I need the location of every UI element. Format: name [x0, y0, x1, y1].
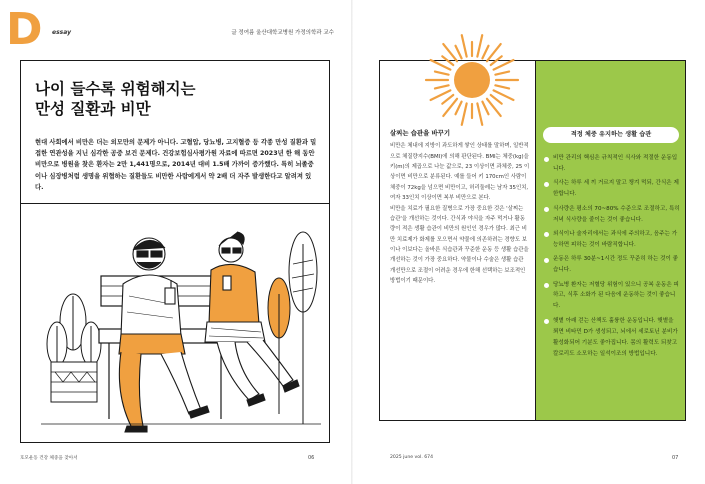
- tip-item: 당뇨병 환자는 저혈당 위험이 있으니 공복 운동은 피하고, 식후 소화가 된 다음에 운동하는 것이 좋습니다.: [544, 280, 680, 313]
- tip-item: 식사는 하루 세 끼 거르지 말고 챙겨 먹되, 간식은 제한합니다.: [544, 178, 680, 200]
- sun-ray: [482, 46, 488, 59]
- sun-ray: [456, 46, 462, 59]
- sun-ray: [491, 56, 502, 65]
- body-paragraph-1: 비만은 체내에 지방이 과도하게 쌓인 상태를 말하며, 일반적으로 체질량지수(BMI)에 의해 판단된다. BMI는 체중(kg)을 키(m)의 제곱으로 나눈 값으로, 23 이상이면 과체중, 25 이상이면 비만으로 분류된다. 예를 들어 키 170cm인 사람이 체중이 72kg을 넘으면 비만이고, 허리둘레는 남자 35인치, 여자 33인치 이상이면 복부 비만으로 본다.: [390, 143, 530, 202]
- tips-list: [544, 153, 680, 363]
- tip-item: 햇볕 아래 걷는 산책도 훌륭한 운동입니다. 햇볕을 쬐면 비타민 D가 생성되고, 뇌에서 세로토닌 분비가 활성화되어 기분도 좋아집니다. 몸의 활력도 되찾고 칼로리도 소모하는 일석이조의 방법입니다.: [544, 316, 680, 360]
- headline: [35, 79, 196, 119]
- sun-ray: [456, 102, 462, 115]
- page-number-right: 07: [672, 455, 679, 461]
- footer-right-text: 2025 june vol. 674: [390, 455, 434, 460]
- sun-ray: [462, 35, 467, 56]
- sun-ray: [477, 35, 482, 56]
- leafy-plant-icon: [47, 294, 101, 402]
- article-intro-box: [20, 60, 330, 443]
- sun-ray: [442, 56, 453, 65]
- sun-illustration: [420, 28, 524, 132]
- tip-item: 운동은 하루 30분~1시간 정도 꾸준히 하는 것이 좋습니다.: [544, 254, 680, 276]
- couple-on-bench-illustration: [21, 204, 328, 442]
- lead-paragraph: 현대 사회에서 비만은 더는 외모만의 문제가 아니다. 고혈압, 당뇨병, 고지혈증 등 각종 만성 질환과 밀접한 연관성을 지닌 심각한 공중 보건 문제다. 건강보험심사평가원 자료에 따르면 2023년 한 해 동안 비만으로 병원을 찾은 환자는 2만 1,441명으로, 2014년 대비 1.5배 가까이 증가했다. 특히 뇌졸중이나 심장병처럼 생명을 위협하는 질환들도 비만한 사람에게서 약 2배 더 자주 발생한다고 알려져 있다.: [35, 139, 317, 191]
- tip-item: 식사량은 평소의 70~80% 수준으로 조절하고, 특히 저녁 식사량을 줄이는 것이 좋습니다.: [544, 204, 680, 226]
- footer-left-text: 호모운동 건강 체중을 찾아서: [20, 456, 78, 461]
- tip-item: 비만 관리의 핵심은 규칙적인 식사와 적절한 운동입니다.: [544, 153, 680, 175]
- body-column: [390, 127, 530, 287]
- sun-ray: [482, 102, 488, 115]
- sun-ray: [462, 103, 467, 124]
- tip-item: 외식이나 술자리에서는 과식에 주의하고, 음주는 가능하면 피하는 것이 바람직합니다.: [544, 229, 680, 251]
- page-number-left: 06: [308, 455, 315, 461]
- sun-ray: [491, 95, 502, 104]
- headline-line-1: 나이 들수록 위험해지는: [35, 80, 196, 98]
- body-paragraph-2: 비만을 치료가 필요한 질병으로 가장 중요한 것은 '살찌는 습관'을 개선하는 것이다. 간식과 야식을 자주 먹거나 활동량이 적은 생활 습관이 비만의 원인인 경우가 많다. 최근 비만 치료제가 화제를 모으면서 약물에 의존하려는 경향도 보이나 이보다는 올바른 식습관과 꾸준한 운동 등 생활 습관을 개선하는 것이 가장 중요하다. 약물이나 수술은 생활 습관 개선만으로 조절이 어려운 경우에 한해 선택하는 보조적인 방법이기 때문이다.: [390, 205, 529, 285]
- sun-ray: [435, 85, 449, 88]
- sun-ray: [435, 72, 449, 75]
- sun-disc: [454, 62, 490, 98]
- body-subtitle: 살찌는 습관을 바꾸기: [390, 129, 451, 137]
- sun-ray: [495, 72, 509, 75]
- sun-ray: [477, 103, 482, 124]
- author-byline: 글 정여름 울산대학교병원 가정의학과 교수: [231, 30, 334, 36]
- tree-icon: [289, 232, 317, 424]
- tips-sidebar: [535, 61, 685, 420]
- headline-line-2: 만성 질환과 비만: [35, 100, 151, 119]
- essay-logo-letter: D: [6, 4, 41, 55]
- sun-ray: [495, 85, 509, 88]
- tips-title: 적정 체중 유지하는 생활 습관: [543, 127, 679, 143]
- essay-logo-word: essay: [52, 29, 71, 36]
- sun-ray: [442, 95, 453, 104]
- small-tree-icon: [268, 278, 290, 414]
